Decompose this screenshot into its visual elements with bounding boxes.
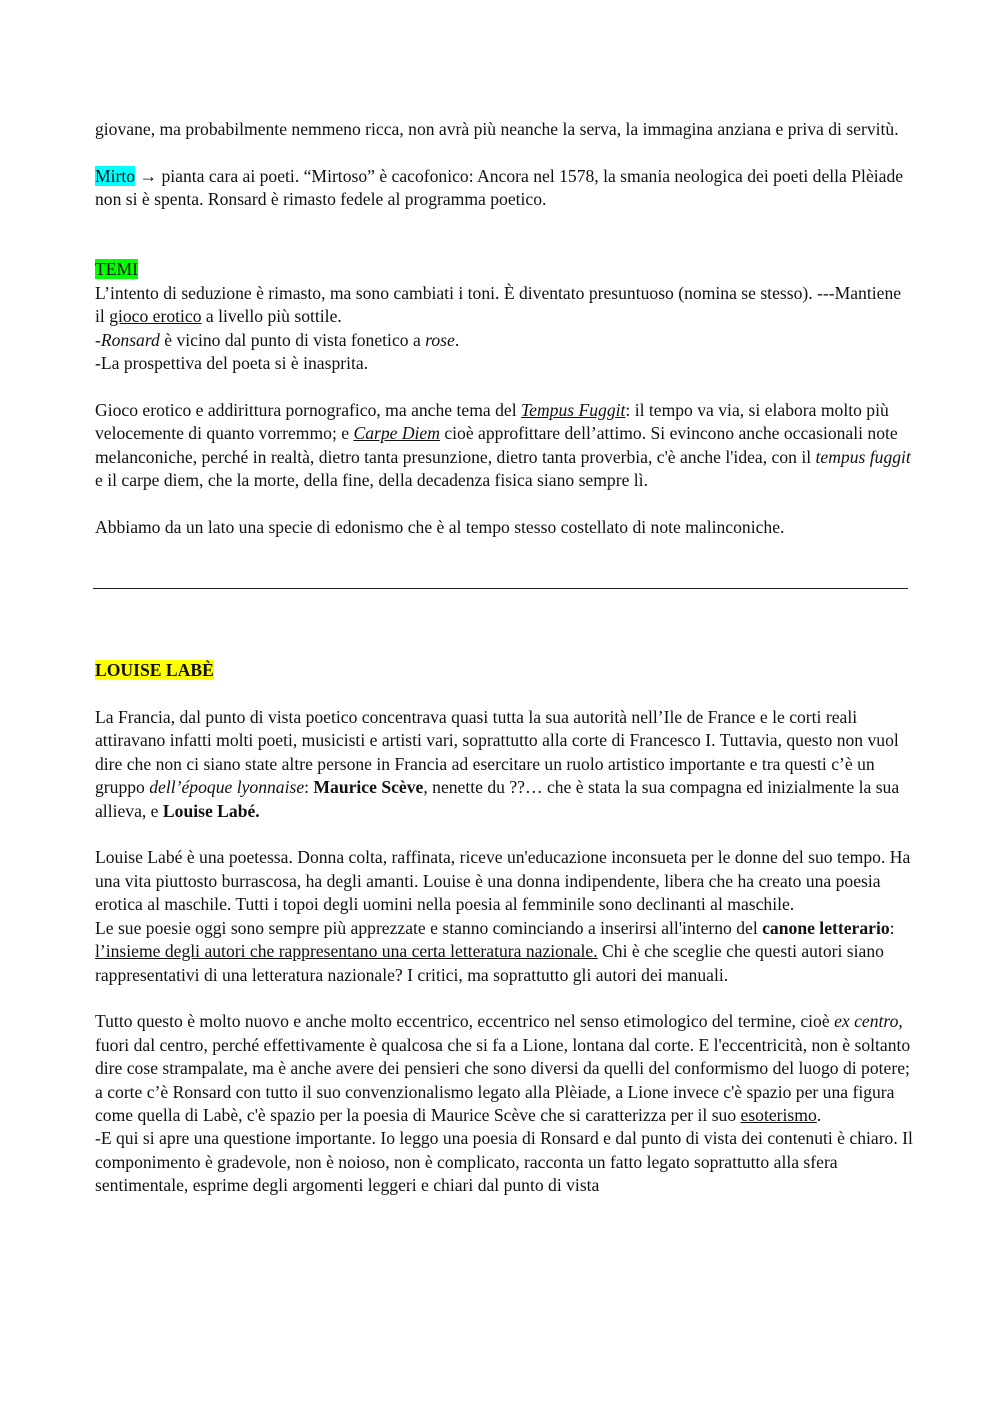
paragraph-eccentrico [95,1010,915,1127]
underlined-italic-text: Carpe Diem [353,423,440,444]
highlight-temi: TEMI [95,259,138,280]
text: . [816,1104,822,1125]
heading-temi [95,258,915,281]
text: : [889,917,895,938]
text: è vicino dal punto di vista fonetico a [159,329,426,350]
text: cioè approfittare dell’attimo. Si evincono anche occasionali note melanconiche, perché in realtà, dietro tanta presunzione, dietro tanta proverbia, c'è anche l'idea, con il [95,423,898,467]
underlined-italic-text: Tempus Fuggit [520,399,626,420]
text: Tutto questo è molto nuovo e anche molto eccentrico, eccentrico nel senso etimologico del termine, cioè [95,1011,835,1032]
paragraph-mirto [95,165,915,212]
text: , fuori dal centro, perché effettivamente è qualcosa che si fa a Lione, lontana dal corte. E l'eccentricità, non è soltanto dire cose strampalate, ma è anche avere dei pensieri che sono diversi da quelli del conformismo del luogo di potere; a corte c’è Ronsard con tutto il suo convenzionalismo legato alla Plèiade, a Lione invece c'è spazio per una figura come quella di Labè, c'è spazio per la poesia di Maurice Scève che si caratterizza per il suo [95,1011,911,1125]
text: , nenette du ??… che è stata la sua compagna ed inizialmente la sua allieva, e [95,777,900,821]
mirto-text: pianta cara ai poeti. “Mirtoso” è cacofonico: Ancora nel 1578, la smania neologica dei poeti della Plèiade non si è spenta. Ronsard è rimasto fedele al programma poetico. [95,165,904,210]
temi-line-1 [95,282,915,329]
italic-text: Ronsard [100,329,160,350]
text: : il tempo va via, si elabora molto più velocemente di quanto vorremmo; e [95,399,889,444]
heading-louise-labe [95,659,915,682]
italic-text: rose [425,329,455,350]
text: Chi è che sceglie che questi autori siano rappresentativi di una letteratura nazionale? I critici, ma soprattutto gli autori dei manuali. [95,941,884,985]
highlight-labe: LOUISE LABÈ [95,660,214,681]
arrow-icon: → [135,165,162,186]
paragraph-questione: -E qui si apre una questione importante. Io leggo una poesia di Ronsard e dal punto di vista dei contenuti è chiaro. Il componimento è gradevole, non è noioso, non è complicato, racconta un fatto legato soprattutto alla sfera sentimentale, esprime degli argomenti leggeri e chiari dal punto di vista [95,1128,913,1196]
text: L’intento di seduzione è rimasto, ma sono cambiati i toni. È diventato presuntuoso (nomina se stesso). ---Mantiene il [95,282,902,327]
text: . [454,329,460,350]
text: Le sue poesie oggi sono sempre più apprezzate e stanno cominciando a inserirsi all'interno del [95,917,763,938]
temi-line-2 [95,329,915,352]
highlight-mirto: Mirto [95,165,136,186]
paragraph-continuation: giovane, ma probabilmente nemmeno ricca, non avrà più neanche la serva, la immagina anziana e priva di servitù. [95,119,899,139]
underlined-text: l’insieme degli autori che rappresentano una certa letteratura nazionale. [95,941,598,962]
paragraph-edonismo: Abbiamo da un lato una specie di edonismo che è al tempo stesso costellato di note malinconiche. [95,516,785,537]
text: - [95,329,101,350]
paragraph-poetessa: Louise Labé è una poetessa. Donna colta, raffinata, riceve un'educazione inconsueta per le donne del suo tempo. Ha una vita piuttosto burrascosa, ha degli amanti. Louise è una donna indipendente, libera che ha creato una poesia erotica al maschile. Tutti i topoi degli uomini nella poesia al femminile sono declinanti al maschile. [95,847,911,915]
paragraph-gioco [95,399,915,493]
underlined-text: gioco erotico [109,306,202,327]
italic-text: ex centro [834,1011,899,1032]
temi-line-3: -La prospettiva del poeta si è inasprita. [95,353,369,374]
paragraph-canone [95,917,915,987]
italic-text: tempus fuggit [815,446,911,467]
text: La Francia, dal punto di vista poetico concentrava quasi tutta la sua autorità nell’Ile de France e le corti reali attiravano infatti molti poeti, musicisti e artisti vari, soprattutto alla corte di Francesco I. Tuttavia, questo non vuol dire che non ci siano state altre persone in Francia ad esercitare un ruolo artistico importante e tra questi c’è un gruppo [95,707,899,798]
text: : [304,777,314,798]
bold-text: Maurice Scève [313,777,424,798]
paragraph-francia [95,706,915,823]
text: Gioco erotico e addirittura pornografico, ma anche tema del [95,399,521,420]
underlined-text: esoterismo [740,1104,817,1125]
text: e il carpe diem, che la morte, della fine, della decadenza fisica siano sempre lì. [95,470,648,491]
italic-text: dell’époque lyonnaise [149,777,305,798]
bold-text: Louise Labé. [162,800,260,821]
document-page [95,118,915,1198]
text: a livello più sottile. [201,306,342,327]
bold-text: canone letterario [762,917,890,938]
